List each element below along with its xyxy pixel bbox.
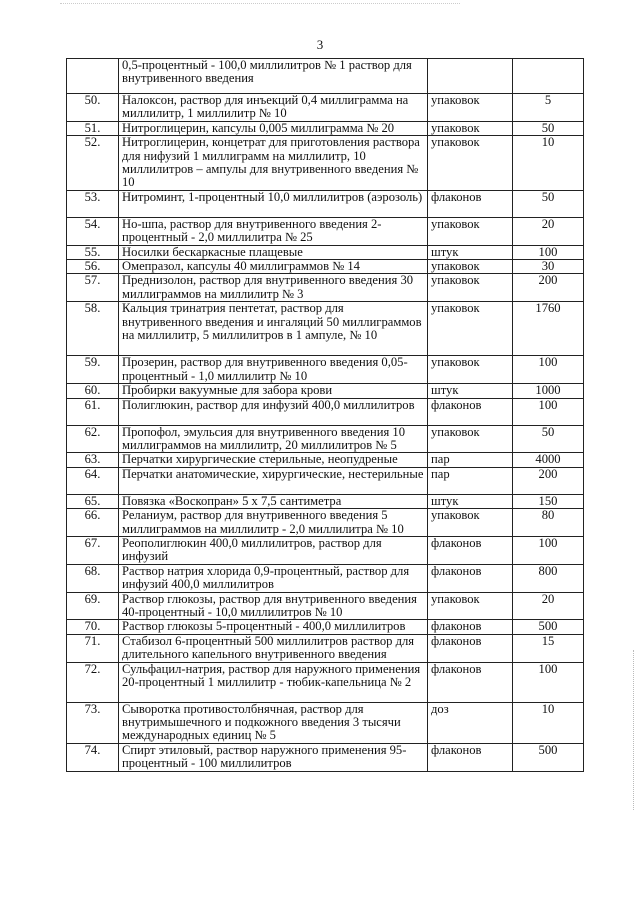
- item-quantity: 1760: [513, 302, 584, 356]
- item-number: 69.: [67, 592, 119, 620]
- item-name: Раствор натрия хлорида 0,9-процентный, раствор для инфузий 400,0 миллилитров: [119, 564, 428, 592]
- item-quantity: 100: [513, 536, 584, 564]
- item-number: 52.: [67, 136, 119, 191]
- scan-edge-marks: [633, 650, 636, 810]
- scan-artifact-line: [60, 3, 460, 6]
- item-unit: упаковок: [428, 509, 513, 537]
- item-number: 63.: [67, 453, 119, 467]
- item-quantity: [513, 59, 584, 94]
- item-unit: флаконов: [428, 564, 513, 592]
- item-number: 56.: [67, 260, 119, 274]
- item-quantity: 150: [513, 494, 584, 508]
- item-quantity: 15: [513, 634, 584, 662]
- item-unit: упаковок: [428, 94, 513, 122]
- item-unit: упаковок: [428, 425, 513, 453]
- item-name: Нитроглицерин, концетрат для приготовления раствора для нифузий 1 миллиграмм на миллилитр, 10 миллилитров – ампулы для внутривенного введения № 10: [119, 136, 428, 191]
- item-unit: пар: [428, 467, 513, 494]
- item-quantity: 10: [513, 136, 584, 191]
- table-row: [67, 384, 584, 398]
- table-row: [67, 217, 584, 245]
- item-quantity: 4000: [513, 453, 584, 467]
- item-number: 51.: [67, 121, 119, 135]
- item-name: Носилки бескаркасные плащевые: [119, 245, 428, 259]
- item-number: 64.: [67, 467, 119, 494]
- item-quantity: 50: [513, 121, 584, 135]
- table-row: [67, 536, 584, 564]
- item-name: 0,5-процентный - 100,0 миллилитров № 1 раствор для внутривенного введения: [119, 59, 428, 94]
- item-name: Кальция тринатрия пентетат, раствор для внутривенного введения и ингаляций 50 миллиграммов на миллилитр, 5 миллилитров в 1 ампуле, № 10: [119, 302, 428, 356]
- table-body: [67, 59, 584, 772]
- table-row: [67, 662, 584, 702]
- table-row: [67, 620, 584, 634]
- item-number: 54.: [67, 217, 119, 245]
- item-name: Реланиум, раствор для внутривенного введения 5 миллиграммов на миллилитр - 2,0 миллилитра № 10: [119, 509, 428, 537]
- item-unit: упаковок: [428, 136, 513, 191]
- item-number: 59.: [67, 356, 119, 384]
- table-row: [67, 136, 584, 191]
- item-number: 57.: [67, 274, 119, 302]
- item-name: Нитроглицерин, капсулы 0,005 миллиграмма № 20: [119, 121, 428, 135]
- table-row: [67, 564, 584, 592]
- item-unit: флаконов: [428, 634, 513, 662]
- item-name: Сульфацил-натрия, раствор для наружного применения 20-процентный 1 миллилитр - тюбик-капельница № 2: [119, 662, 428, 702]
- table-row: [67, 398, 584, 425]
- item-unit: упаковок: [428, 356, 513, 384]
- item-unit: флаконов: [428, 536, 513, 564]
- item-name: Реополиглюкин 400,0 миллилитров, раствор для инфузий: [119, 536, 428, 564]
- item-unit: флаконов: [428, 190, 513, 217]
- item-number: 70.: [67, 620, 119, 634]
- item-unit: штук: [428, 384, 513, 398]
- table-row: [67, 260, 584, 274]
- item-quantity: 100: [513, 245, 584, 259]
- item-number: 67.: [67, 536, 119, 564]
- supplies-table: [66, 58, 584, 772]
- item-quantity: 50: [513, 190, 584, 217]
- table-row: [67, 59, 584, 94]
- item-quantity: 1000: [513, 384, 584, 398]
- item-number: 65.: [67, 494, 119, 508]
- item-quantity: 100: [513, 356, 584, 384]
- item-quantity: 20: [513, 217, 584, 245]
- item-unit: штук: [428, 245, 513, 259]
- table-row: [67, 634, 584, 662]
- item-name: Прозерин, раствор для внутривенного введения 0,05-процентный - 1,0 миллилитр № 10: [119, 356, 428, 384]
- item-name: Омепразол, капсулы 40 миллиграммов № 14: [119, 260, 428, 274]
- item-number: 62.: [67, 425, 119, 453]
- table-row: [67, 453, 584, 467]
- item-name: Полиглюкин, раствор для инфузий 400,0 миллилитров: [119, 398, 428, 425]
- item-quantity: 100: [513, 662, 584, 702]
- item-number: 66.: [67, 509, 119, 537]
- item-number: 72.: [67, 662, 119, 702]
- item-unit: упаковок: [428, 217, 513, 245]
- item-unit: упаковок: [428, 592, 513, 620]
- item-name: Пробирки вакуумные для забора крови: [119, 384, 428, 398]
- item-name: Повязка «Воскопран» 5 х 7,5 сантиметра: [119, 494, 428, 508]
- item-number: 58.: [67, 302, 119, 356]
- item-number: 68.: [67, 564, 119, 592]
- item-name: Спирт этиловый, раствор наружного применения 95-процентный - 100 миллилитров: [119, 743, 428, 771]
- table-row: [67, 702, 584, 743]
- item-name: Раствор глюкозы, раствор для внутривенного введения 40-процентный - 10,0 миллилитров № 10: [119, 592, 428, 620]
- item-unit: штук: [428, 494, 513, 508]
- item-unit: упаковок: [428, 302, 513, 356]
- item-number: 60.: [67, 384, 119, 398]
- item-quantity: 5: [513, 94, 584, 122]
- item-number: 55.: [67, 245, 119, 259]
- item-quantity: 100: [513, 398, 584, 425]
- table-row: [67, 274, 584, 302]
- item-name: Пропофол, эмульсия для внутривенного введения 10 миллиграммов на миллилитр, 20 миллилитров № 5: [119, 425, 428, 453]
- item-quantity: 500: [513, 620, 584, 634]
- table-row: [67, 494, 584, 508]
- item-name: Перчатки хирургические стерильные, неопудреные: [119, 453, 428, 467]
- item-number: [67, 59, 119, 94]
- table-row: [67, 94, 584, 122]
- table-row: [67, 190, 584, 217]
- item-name: Но-шпа, раствор для внутривенного введения 2-процентный - 2,0 миллилитра № 25: [119, 217, 428, 245]
- item-unit: доз: [428, 702, 513, 743]
- item-name: Раствор глюкозы 5-процентный - 400,0 миллилитров: [119, 620, 428, 634]
- item-number: 61.: [67, 398, 119, 425]
- item-unit: флаконов: [428, 398, 513, 425]
- item-name: Стабизол 6-процентный 500 миллилитров раствор для длительного капельного внутривенного введения: [119, 634, 428, 662]
- item-quantity: 30: [513, 260, 584, 274]
- item-unit: флаконов: [428, 743, 513, 771]
- page-number: 3: [316, 37, 324, 52]
- item-number: 53.: [67, 190, 119, 217]
- item-name: Налоксон, раствор для инъекций 0,4 миллиграмма на миллилитр, 1 миллилитр № 10: [119, 94, 428, 122]
- item-unit: флаконов: [428, 620, 513, 634]
- item-name: Нитроминт, 1-процентный 10,0 миллилитров (аэрозоль): [119, 190, 428, 217]
- item-unit: упаковок: [428, 121, 513, 135]
- item-number: 74.: [67, 743, 119, 771]
- item-quantity: 80: [513, 509, 584, 537]
- item-unit: упаковок: [428, 274, 513, 302]
- table-row: [67, 467, 584, 494]
- table-row: [67, 121, 584, 135]
- item-name: Сыворотка противостолбнячная, раствор для внутримышечного и подкожного введения 3 тысячи международных единиц № 5: [119, 702, 428, 743]
- table-row: [67, 356, 584, 384]
- table-row: [67, 425, 584, 453]
- item-number: 50.: [67, 94, 119, 122]
- item-unit: флаконов: [428, 662, 513, 702]
- item-unit: [428, 59, 513, 94]
- item-quantity: 200: [513, 467, 584, 494]
- item-unit: пар: [428, 453, 513, 467]
- item-number: 73.: [67, 702, 119, 743]
- item-quantity: 200: [513, 274, 584, 302]
- table-row: [67, 302, 584, 356]
- item-quantity: 500: [513, 743, 584, 771]
- table-row: [67, 509, 584, 537]
- table-row: [67, 743, 584, 771]
- item-unit: упаковок: [428, 260, 513, 274]
- item-quantity: 800: [513, 564, 584, 592]
- item-quantity: 50: [513, 425, 584, 453]
- item-number: 71.: [67, 634, 119, 662]
- item-name: Преднизолон, раствор для внутривенного введения 30 миллиграммов на миллилитр № 3: [119, 274, 428, 302]
- item-quantity: 20: [513, 592, 584, 620]
- table-row: [67, 592, 584, 620]
- table-row: [67, 245, 584, 259]
- item-name: Перчатки анатомические, хирургические, нестерильные: [119, 467, 428, 494]
- item-quantity: 10: [513, 702, 584, 743]
